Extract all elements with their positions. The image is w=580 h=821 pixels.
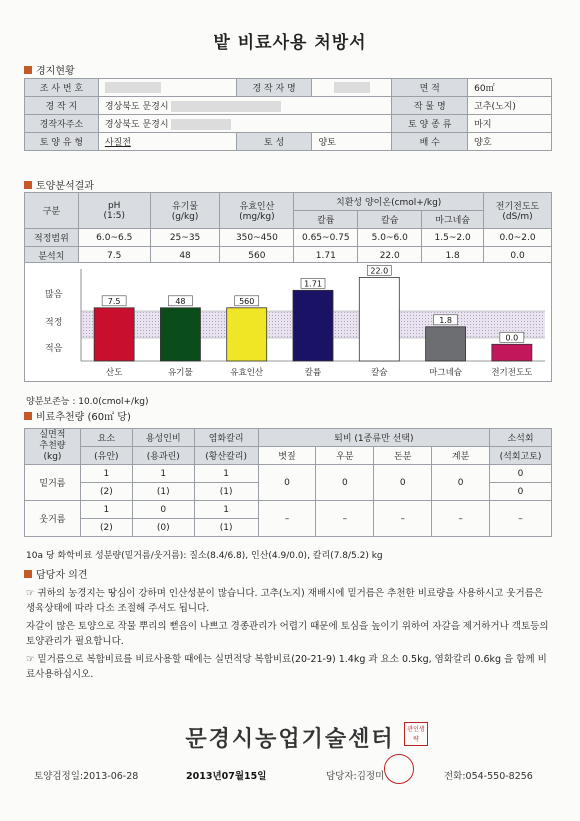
soil-table (24, 192, 552, 265)
h-om (150, 193, 220, 229)
label-texture: 토 성 (236, 133, 312, 151)
base-phos2: (1) (132, 483, 194, 501)
category-label: 칼륨 (304, 368, 322, 378)
footer-phone: 전화:054-550-8256 (444, 771, 533, 782)
value-label: 0.0 (505, 333, 519, 343)
label-field: 경 작 지 (25, 97, 99, 115)
h-c4: 계분 (432, 447, 490, 465)
opinion-p1: ☞ 귀하의 농경지는 땅심이 강하며 인산성분이 많습니다. 고추(노지) 재배시에 밑거름은 추천한 비료량을 사용하시고 웃거름은 생육상태에 따라 다소 조절해 주셔도 됩니다. (26, 588, 544, 614)
value-label: 22.0 (370, 266, 389, 276)
label-drain: 배 수 (392, 133, 468, 151)
section-status-label: 경지현황 (36, 66, 75, 77)
h-amount-l2: 추천량 (39, 441, 66, 451)
category-label: 산도 (105, 368, 123, 378)
bar-4 (359, 277, 399, 361)
section-bullet-icon (24, 66, 32, 74)
category-label: 유효인산 (230, 368, 264, 378)
signature-stamp-icon (384, 754, 414, 784)
base-lime: 0 (490, 465, 552, 483)
crop-value: 고추(노지) (468, 97, 552, 115)
range-p: 350~450 (220, 229, 294, 247)
base-pot2: (1) (194, 483, 258, 501)
h-c2: 우분 (316, 447, 374, 465)
h-ph-unit: (1:5) (103, 210, 125, 221)
category-label: 유기물 (168, 368, 193, 378)
opinion-text (26, 586, 554, 685)
table-row (25, 465, 552, 483)
section-soil (24, 177, 94, 192)
category-label: 마그네슘 (429, 368, 463, 378)
section-bullet-icon (24, 570, 32, 578)
soil-chart (24, 262, 552, 382)
bar-5 (426, 327, 466, 361)
label-soil-type: 토 양 유 형 (25, 133, 99, 151)
section-status (24, 62, 75, 77)
range-label: 적정범위 (25, 229, 79, 247)
bar-0 (94, 308, 134, 361)
farmer-address (98, 115, 392, 133)
soil-type-value (98, 133, 236, 151)
h-ph (78, 193, 150, 229)
section-fert-label: 비료추천량 (60㎡ 당) (36, 412, 131, 423)
texture-value: 양토 (312, 133, 392, 151)
h-urea: 요소 (80, 429, 132, 447)
field-address (98, 97, 392, 115)
h-amount-l1: 실면적 (39, 430, 66, 440)
soil-kind-value: 마지 (468, 115, 552, 133)
base-label: 밑거름 (25, 465, 81, 501)
survey-no-value (98, 79, 236, 97)
h-phos: 용성인비 (132, 429, 194, 447)
opinion-p3: ☞ 밑거름으로 복합비료를 비료사용할 때에는 실면적당 복합비료(20-21-9) 1.4kg 과 요소 0.5kg, 염화칼리 0.6kg 을 함께 비료사용하십시오. (26, 654, 547, 680)
h-mg: 마그네슘 (422, 211, 484, 229)
range-k: 0.65~0.75 (294, 229, 358, 247)
area-value: 60㎡ (468, 79, 552, 97)
value-label: 1.71 (304, 279, 322, 289)
base-urea: 1 (80, 465, 132, 483)
value-p: 560 (220, 247, 294, 265)
h-p-text: 유효인산 (239, 202, 275, 212)
base-c3: 0 (374, 465, 432, 501)
cec-note: 양분보존능 : 10.0(cmol+/kg) (26, 397, 149, 407)
label-farmer: 경 작 자 명 (236, 79, 312, 97)
h-p (220, 193, 294, 229)
opinion-p2: 자갈이 많은 토양으로 작물 뿌리의 뻗음이 나쁘고 경종관리가 어렵기 때문에 토심을 높이기 위하여 자갈을 제거하거나 객토등의 토양관리가 필요합니다. (26, 621, 549, 647)
top-label: 웃거름 (25, 501, 81, 537)
fert-table (24, 428, 552, 537)
value-label: 7.5 (107, 296, 121, 306)
top-c4: – (432, 501, 490, 537)
value-label: 560 (239, 296, 255, 306)
value-ec: 0.0 (484, 247, 552, 265)
level-label: 많음 (45, 290, 63, 300)
category-label: 전기전도도 (491, 368, 533, 378)
section-opinion-label: 담당자 의견 (36, 570, 88, 581)
top-pot2: (1) (194, 519, 258, 537)
center-name: 문경시농업기술센터 (185, 727, 395, 752)
component-note: 10a 당 화학비료 성분량(밑거름/웃거름): 질소(8.4/6.8), 인산(4.9/0.0), 칼리(7.8/5.2) kg (26, 551, 383, 561)
farmer-address-text: 경상북도 문경시 (104, 120, 169, 130)
range-ph: 6.0~6.5 (78, 229, 150, 247)
level-label: 적음 (45, 344, 63, 354)
label-soil-kind: 토 양 종 류 (392, 115, 468, 133)
top-phos: 0 (132, 501, 194, 519)
base-c2: 0 (316, 465, 374, 501)
h-k: 칼륨 (294, 211, 358, 229)
section-fert (24, 408, 131, 423)
page-title: 밭 비료사용 처방서 (213, 33, 367, 53)
h-ec-text: 전기전도도 (495, 202, 540, 212)
section-bullet-icon (24, 181, 32, 189)
h-pot: 염화칼리 (194, 429, 258, 447)
soil-chart-svg (25, 263, 551, 381)
table-row (25, 229, 552, 247)
value-mg: 1.8 (422, 247, 484, 265)
base-c4: 0 (432, 465, 490, 501)
h-ec (484, 193, 552, 229)
value-ca: 22.0 (358, 247, 422, 265)
farmer-value (312, 79, 392, 97)
category-label: 칼슘 (371, 368, 388, 378)
table-row (25, 501, 552, 519)
bar-2 (227, 308, 267, 361)
h-ca: 칼슘 (358, 211, 422, 229)
section-opinion (24, 566, 87, 581)
top-c1: – (258, 501, 316, 537)
h-om-text: 유기물 (172, 202, 199, 212)
bar-3 (293, 290, 333, 361)
h-amount-l3: (kg) (43, 452, 62, 462)
base-phos: 1 (132, 465, 194, 483)
field-address-text: 경상북도 문경시 (104, 102, 169, 112)
h-phos-sub: (용과린) (132, 447, 194, 465)
base-lime2: 0 (490, 483, 552, 501)
h-p-unit: (mg/kg) (239, 212, 275, 222)
top-urea2: (2) (80, 519, 132, 537)
value-label: 분석치 (25, 247, 79, 265)
bar-1 (160, 308, 200, 361)
seal-stamp: 관인생략 (404, 722, 428, 746)
range-mg: 1.5~2.0 (422, 229, 484, 247)
value-ph: 7.5 (78, 247, 150, 265)
label-area: 면 적 (392, 79, 468, 97)
range-ec: 0.0~2.0 (484, 229, 552, 247)
value-label: 1.8 (439, 315, 452, 325)
range-om: 25~35 (150, 229, 220, 247)
top-c3: – (374, 501, 432, 537)
label-survey-no: 조 사 번 호 (25, 79, 99, 97)
top-lime: – (490, 501, 552, 537)
h-ph-text: pH (107, 200, 121, 211)
footer-exam-date: 토양검정일:2013-06-28 (34, 771, 139, 782)
h-urea-sub: (유안) (80, 447, 132, 465)
status-table (24, 78, 552, 151)
h-amount (25, 429, 81, 465)
footer-manager: 담당자:김정미 (326, 771, 385, 782)
value-label: 48 (175, 296, 186, 306)
range-ca: 5.0~6.0 (358, 229, 422, 247)
drain-value: 양호 (468, 133, 552, 151)
h-c3: 돈분 (374, 447, 432, 465)
top-urea: 1 (80, 501, 132, 519)
h-pot-sub: (황산칼리) (194, 447, 258, 465)
label-crop: 작 물 명 (392, 97, 468, 115)
h-lime-sub: (석회고토) (490, 447, 552, 465)
top-c2: – (316, 501, 374, 537)
value-om: 48 (150, 247, 220, 265)
h-compost: 퇴비 (1종류만 선택) (258, 429, 490, 447)
h-cation: 치환성 양이온(cmol+/kg) (294, 193, 484, 211)
h-gubun: 구분 (25, 193, 79, 229)
top-pot: 1 (194, 501, 258, 519)
top-phos2: (0) (132, 519, 194, 537)
h-ec-unit: (dS/m) (502, 212, 533, 222)
value-k: 1.71 (294, 247, 358, 265)
section-bullet-icon (24, 412, 32, 420)
label-farmer-address: 경작자주소 (25, 115, 99, 133)
level-label: 적정 (45, 318, 63, 328)
base-c1: 0 (258, 465, 316, 501)
base-pot: 1 (194, 465, 258, 483)
h-om-unit: (g/kg) (171, 212, 199, 222)
section-soil-label: 토양분석결과 (36, 181, 94, 192)
h-lime: 소석회 (490, 429, 552, 447)
bar-6 (492, 344, 532, 361)
base-urea2: (2) (80, 483, 132, 501)
footer-issue-date: 2013년07월15일 (186, 771, 267, 782)
soil-type-link: 사질전 (104, 138, 131, 148)
h-c1: 볏짚 (258, 447, 316, 465)
